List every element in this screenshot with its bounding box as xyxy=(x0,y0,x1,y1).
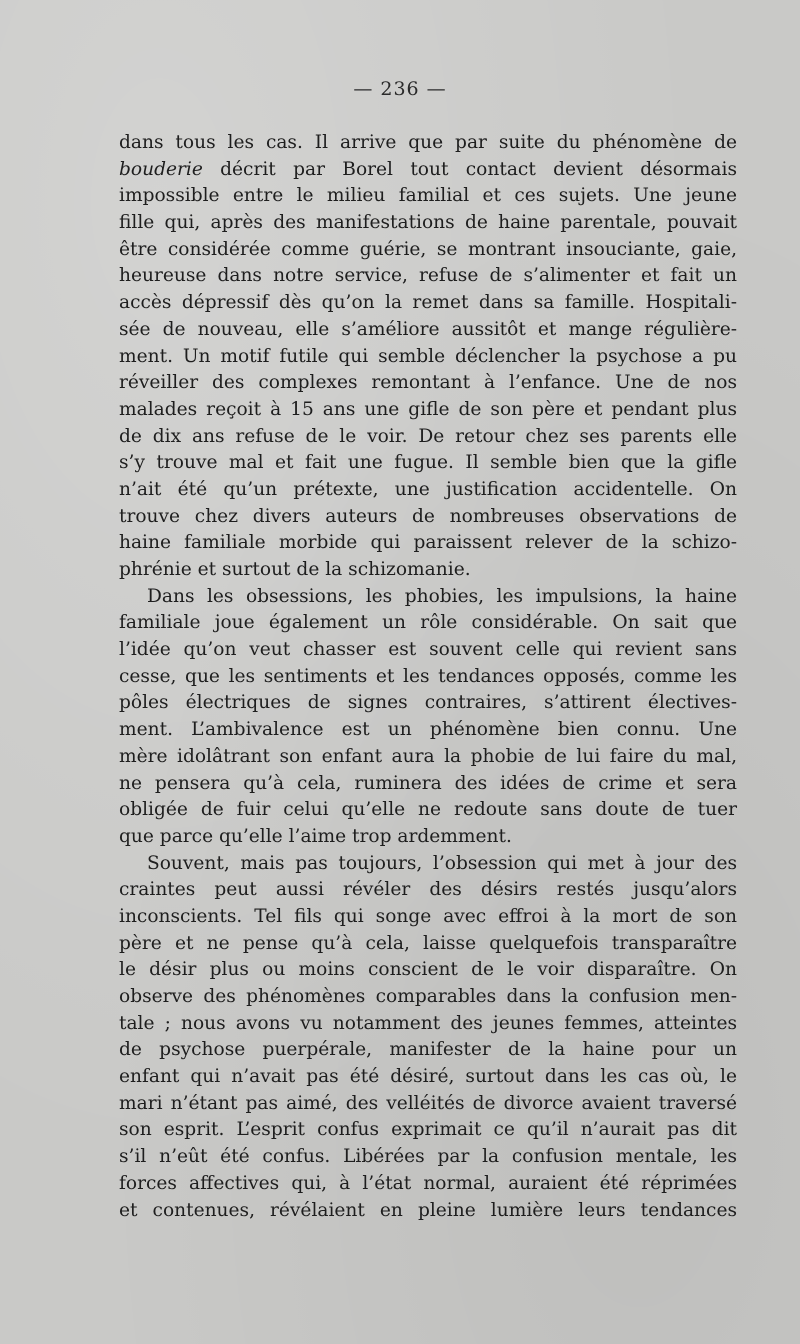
text-line xyxy=(119,664,737,691)
text-line xyxy=(119,744,737,771)
text-run: de psychose puerpérale, manifester de la haine pour un xyxy=(119,1039,737,1061)
text-line xyxy=(119,477,737,504)
text-run: décrit par Borel tout contact devient désormais xyxy=(202,158,737,180)
text-run: l’idée qu’on veut chasser est souvent celle qui revient sans xyxy=(119,639,737,661)
text-run: cesse, que les sentiments et les tendances opposés, comme les xyxy=(119,665,737,687)
text-line xyxy=(119,344,737,371)
text-line xyxy=(119,210,737,237)
text-run: ment. Un motif futile qui semble déclencher la psychose a pu xyxy=(119,345,737,367)
text-run: et contenues, révélaient en pleine lumière leurs tendances xyxy=(119,1199,737,1221)
text-run: heureuse dans notre service, refuse de s’alimenter et fait un xyxy=(119,265,737,287)
text-line xyxy=(119,1171,737,1198)
text-run: son esprit. L’esprit confus exprimait ce qu’il n’aurait pas dit xyxy=(119,1119,737,1141)
text-line xyxy=(119,183,737,210)
text-run: ment. L’ambivalence est un phénomène bien connu. Une xyxy=(119,719,737,741)
text-line xyxy=(119,557,737,584)
body-text xyxy=(119,130,737,1224)
text-line xyxy=(119,771,737,798)
text-run: Souvent, mais pas toujours, l’obsession qui met à jour des xyxy=(147,852,737,874)
text-run: familiale joue également un rôle considérable. On sait que xyxy=(119,612,737,634)
text-run: craintes peut aussi révéler des désirs restés jusqu’alors xyxy=(119,879,737,901)
text-run: enfant qui n’avait pas été désiré, surtout dans les cas où, le xyxy=(119,1066,737,1088)
text-line xyxy=(119,637,737,664)
text-line xyxy=(119,237,737,264)
text-line xyxy=(119,797,737,824)
text-run: tale ; nous avons vu notamment des jeunes femmes, atteintes xyxy=(119,1012,737,1034)
text-line xyxy=(119,851,737,878)
text-run: inconscients. Tel fils qui songe avec effroi à la mort de son xyxy=(119,905,737,927)
text-run: mère idolâtrant son enfant aura la phobie de lui faire du mal, xyxy=(119,745,737,767)
text-run: malades reçoit à 15 ans une gifle de son père et pendant plus xyxy=(119,398,737,420)
text-run: s’y trouve mal et fait une fugue. Il semble bien que la gifle xyxy=(119,452,737,474)
text-line xyxy=(119,1011,737,1038)
text-run: dans tous les cas. Il arrive que par suite du phénomène de xyxy=(119,132,737,153)
text-run: mari n’étant pas aimé, des velléités de divorce avaient traversé xyxy=(119,1092,737,1114)
page-number: — 236 — xyxy=(353,78,447,100)
text-run: sée de nouveau, elle s’améliore aussitôt et mange régulière- xyxy=(119,318,737,340)
text-run: n’ait été qu’un prétexte, une justification accidentelle. On xyxy=(119,478,737,500)
text-run: phrénie et surtout de la schizomanie. xyxy=(119,559,471,580)
italic-term: bouderie xyxy=(119,158,203,180)
text-line xyxy=(119,610,737,637)
text-line xyxy=(119,1117,737,1144)
text-line xyxy=(119,984,737,1011)
text-run: pôles électriques de signes contraires, s’attirent électives- xyxy=(119,692,737,714)
text-line xyxy=(119,290,737,317)
text-line xyxy=(119,877,737,904)
text-line xyxy=(119,931,737,958)
text-run: trouve chez divers auteurs de nombreuses observations de xyxy=(119,505,737,527)
text-line xyxy=(119,397,737,424)
text-run: haine familiale morbide qui paraissent relever de la schizo- xyxy=(119,532,737,554)
text-run: que parce qu’elle l’aime trop ardemment. xyxy=(119,825,512,847)
text-line xyxy=(119,717,737,744)
text-run: accès dépressif dès qu’on la remet dans sa famille. Hospitali- xyxy=(119,292,737,314)
text-run: forces affectives qui, à l’état normal, auraient été réprimées xyxy=(119,1172,737,1194)
text-line xyxy=(119,530,737,557)
text-line xyxy=(119,1064,737,1091)
text-line xyxy=(119,424,737,451)
text-run: Dans les obsessions, les phobies, les impulsions, la haine xyxy=(147,585,737,607)
text-line xyxy=(119,504,737,531)
text-line xyxy=(119,584,737,611)
text-run: fille qui, après des manifestations de haine parentale, pouvait xyxy=(119,212,737,234)
text-run: être considérée comme guérie, se montrant insouciante, gaie, xyxy=(119,238,737,260)
text-line xyxy=(119,957,737,984)
text-line xyxy=(119,1198,737,1225)
text-run: réveiller des complexes remontant à l’enfance. Une de nos xyxy=(119,372,737,394)
text-run: père et ne pense qu’à cela, laisse quelquefois transparaître xyxy=(119,932,737,954)
text-line xyxy=(119,317,737,344)
text-run: ne pensera qu’à cela, ruminera des idées de crime et sera xyxy=(119,772,737,794)
text-line xyxy=(119,157,737,184)
text-line xyxy=(119,1037,737,1064)
text-run: le désir plus ou moins conscient de le voir disparaître. On xyxy=(119,959,737,981)
text-line xyxy=(119,690,737,717)
text-run: observe des phénomènes comparables dans la confusion men- xyxy=(119,986,737,1007)
text-run: de dix ans refuse de le voir. De retour chez ses parents elle xyxy=(119,425,737,447)
text-line xyxy=(119,263,737,290)
text-line xyxy=(119,824,737,851)
text-line xyxy=(119,904,737,931)
text-line xyxy=(119,1091,737,1118)
text-run: obligée de fuir celui qu’elle ne redoute sans doute de tuer xyxy=(119,799,737,821)
text-line xyxy=(119,370,737,397)
text-line xyxy=(119,130,737,157)
text-line xyxy=(119,450,737,477)
text-run: s’il n’eût été confus. Libérées par la confusion mentale, les xyxy=(119,1146,737,1168)
text-line xyxy=(119,1144,737,1171)
text-run: impossible entre le milieu familial et ces sujets. Une jeune xyxy=(119,185,737,207)
